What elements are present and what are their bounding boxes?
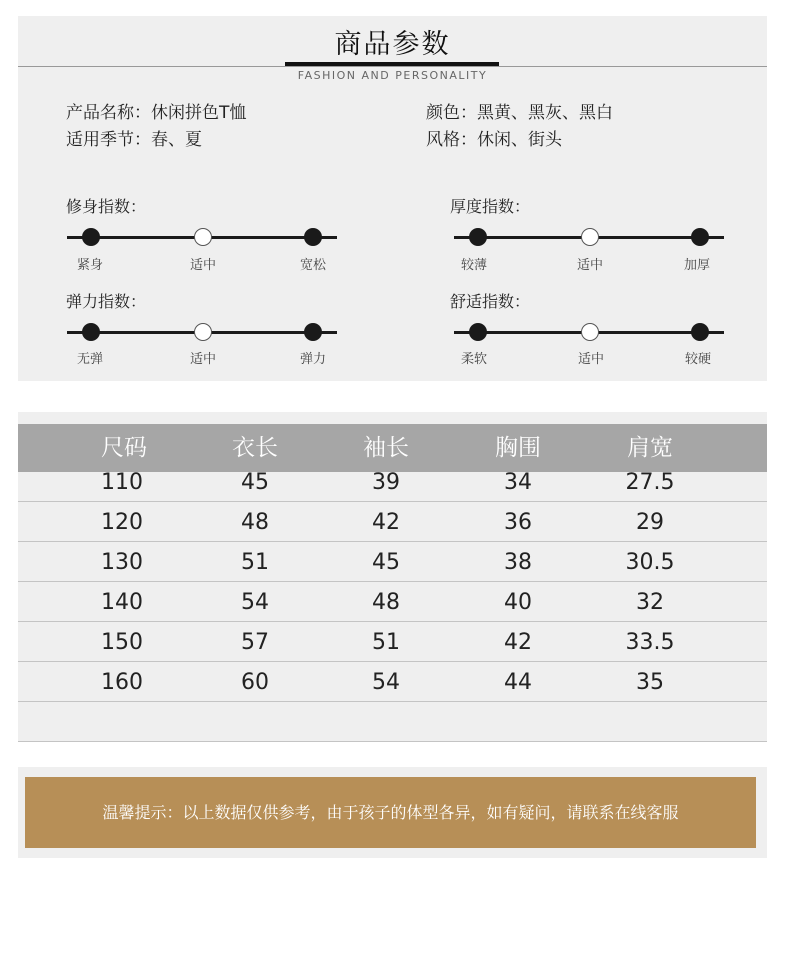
table-row <box>18 501 767 542</box>
tick-label: 适中 <box>189 352 217 367</box>
column-header: 胸围 <box>495 435 541 461</box>
table-cell: 51 <box>372 630 400 655</box>
elasticity-index-label: 弹力指数： <box>66 292 147 311</box>
table-row <box>18 621 767 662</box>
table-cell: 48 <box>241 510 269 535</box>
table-cell: 29 <box>636 510 664 535</box>
thickness-index-label: 厚度指数： <box>450 197 531 216</box>
table-cell: 27.5 <box>625 470 675 495</box>
table-cell: 54 <box>241 590 269 615</box>
tick-label: 较薄 <box>460 258 488 273</box>
tick-label: 无弹 <box>76 352 104 367</box>
fit-index-label: 修身指数： <box>66 197 147 216</box>
column-header: 衣长 <box>232 435 278 461</box>
tick-label: 适中 <box>189 258 217 273</box>
table-cell: 42 <box>504 630 532 655</box>
table-cell: 45 <box>372 550 400 575</box>
product-name: 产品名称：休闲拼色T恤 <box>66 103 247 123</box>
table-cell: 150 <box>101 630 143 655</box>
table-cell: 40 <box>504 590 532 615</box>
slider-dot <box>304 228 322 246</box>
divider <box>18 66 767 67</box>
fit-index-slider <box>67 226 337 248</box>
tick-label: 适中 <box>577 352 605 367</box>
table-cell: 160 <box>101 670 143 695</box>
column-header: 袖长 <box>363 435 409 461</box>
table-cell: 35 <box>636 670 664 695</box>
slider-dot-selected <box>581 228 599 246</box>
table-cell: 54 <box>372 670 400 695</box>
table-cell: 30.5 <box>625 550 675 575</box>
tick-label: 适中 <box>576 258 604 273</box>
table-cell: 57 <box>241 630 269 655</box>
product-params-panel <box>18 16 767 381</box>
thickness-index-slider <box>454 226 724 248</box>
page-subtitle: FASHION AND PERSONALITY <box>297 69 488 82</box>
tick-label: 宽松 <box>299 258 327 273</box>
product-season: 适用季节：春、夏 <box>66 130 202 150</box>
table-cell: 48 <box>372 590 400 615</box>
tip-banner: 温馨提示：以上数据仅供参考，由于孩子的体型各异，如有疑问，请联系在线客服 <box>25 777 756 848</box>
table-cell: 120 <box>101 510 143 535</box>
comfort-index-slider <box>454 321 724 343</box>
slider-dot <box>469 323 487 341</box>
comfort-index-label: 舒适指数： <box>450 292 531 311</box>
table-cell: 34 <box>504 470 532 495</box>
table-row <box>18 461 767 502</box>
slider-dot-selected <box>194 323 212 341</box>
table-cell: 130 <box>101 550 143 575</box>
tick-label: 柔软 <box>460 352 488 367</box>
table-cell: 45 <box>241 470 269 495</box>
slider-dot <box>691 228 709 246</box>
table-cell: 38 <box>504 550 532 575</box>
tip-panel <box>18 767 767 858</box>
elasticity-index-slider <box>67 321 337 343</box>
table-cell: 33.5 <box>625 630 675 655</box>
product-color: 颜色：黑黄、黑灰、黑白 <box>426 103 613 123</box>
table-row <box>18 661 767 702</box>
page-title: 商品参数 <box>334 29 451 60</box>
tick-label: 加厚 <box>683 258 711 273</box>
table-row-empty <box>18 701 767 742</box>
slider-dot <box>691 323 709 341</box>
table-cell: 39 <box>372 470 400 495</box>
table-cell: 110 <box>101 470 143 495</box>
tick-label: 紧身 <box>76 258 104 273</box>
column-header: 尺码 <box>101 435 147 461</box>
slider-dot <box>82 323 100 341</box>
table-cell: 36 <box>504 510 532 535</box>
table-row <box>18 581 767 622</box>
table-cell: 32 <box>636 590 664 615</box>
tick-label: 弹力 <box>299 352 327 367</box>
table-row <box>18 541 767 582</box>
table-cell: 60 <box>241 670 269 695</box>
table-cell: 51 <box>241 550 269 575</box>
column-header: 肩宽 <box>627 435 673 461</box>
slider-dot-selected <box>581 323 599 341</box>
table-cell: 42 <box>372 510 400 535</box>
tick-label: 较硬 <box>684 352 712 367</box>
slider-dot <box>304 323 322 341</box>
slider-dot <box>469 228 487 246</box>
size-table <box>18 412 767 742</box>
slider-dot <box>82 228 100 246</box>
slider-dot-selected <box>194 228 212 246</box>
product-style: 风格：休闲、街头 <box>426 130 562 150</box>
table-cell: 44 <box>504 670 532 695</box>
table-cell: 140 <box>101 590 143 615</box>
